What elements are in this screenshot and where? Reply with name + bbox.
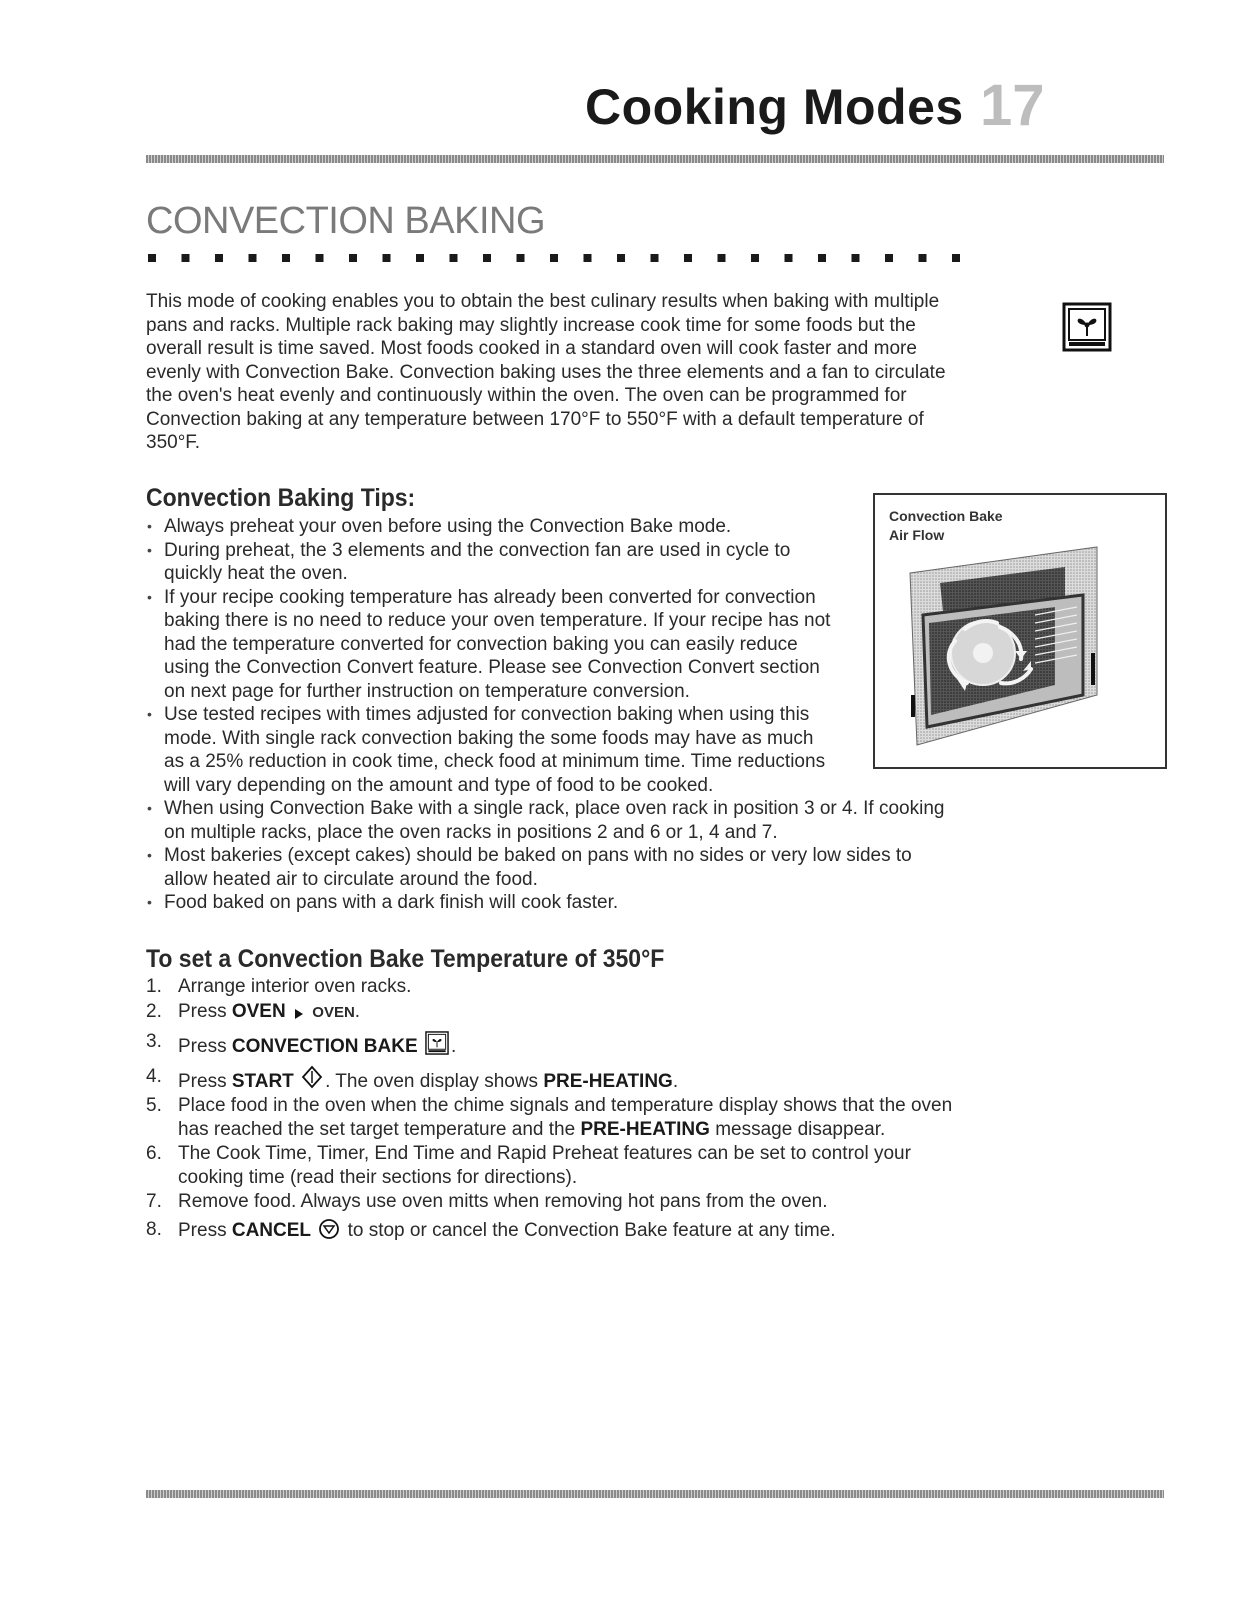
divider-square [215, 254, 223, 262]
start-diamond-icon [301, 1065, 323, 1091]
list-item: • If your recipe cooking temperature has already been converted for convection baking there is no need to reduce your oven temperature. If your recipe has not had the temperature converted for convection baking you can easily reduce using the Convection Convert feature. Please see Convection Convert section on next page for further instruction on temperature conversion. [146, 586, 836, 704]
divider-square [517, 254, 525, 262]
oven-sub-label: OVEN [312, 1003, 355, 1021]
list-item: • Always preheat your oven before using the Convection Bake mode. [146, 515, 836, 539]
divider-square [316, 254, 324, 262]
divider-square [952, 254, 960, 262]
oven-airflow-illustration [905, 545, 1105, 750]
square-divider [148, 253, 968, 265]
list-item: 1. Arrange interior oven racks. [146, 976, 412, 997]
divider-square [349, 254, 357, 262]
divider-square [885, 254, 893, 262]
list-item: 2. Press OVEN OVEN. [146, 1000, 361, 1022]
cancel-key-label: CANCEL [231, 1219, 312, 1241]
right-arrow-icon [293, 1007, 305, 1021]
footer-rule [146, 1490, 1164, 1498]
list-item: 6. The Cook Time, Timer, End Time and Rapid Preheat features can be set to control your cooking time (read their sections for directions). [146, 1143, 911, 1188]
steps-list [146, 975, 966, 1243]
divider-square [751, 254, 759, 262]
convection-bake-key-label: CONVECTION BAKE [231, 1036, 418, 1057]
list-item: • When using Convection Bake with a single rack, place oven rack in position 3 or 4. If cooking on multiple racks, place the oven racks in positions 2 and 6 or 1, 4 and 7. [146, 797, 956, 844]
list-item: 4. Press START . The oven display shows PRE-HEATING. [146, 1065, 679, 1092]
list-item: 3. Press CONVECTION BAKE . [146, 1031, 457, 1057]
divider-square [282, 254, 290, 262]
divider-square [718, 254, 726, 262]
divider-square [416, 254, 424, 262]
figure-caption: Convection Bake Air Flow [889, 508, 1003, 543]
divider-square [684, 254, 692, 262]
tips-list [146, 515, 956, 915]
divider-square [651, 254, 659, 262]
list-item: • During preheat, the 3 elements and the convection fan are used in cycle to quickly heat the oven. [146, 539, 836, 586]
list-item: 8. Press CANCEL to stop or cancel the Convection Bake feature at any time. [146, 1218, 836, 1241]
divider-square [818, 254, 826, 262]
start-key-label: START [231, 1070, 294, 1092]
divider-square [182, 254, 190, 262]
airflow-figure [873, 493, 1167, 769]
divider-square [617, 254, 625, 262]
divider-square [852, 254, 860, 262]
page-title: Cooking Modes [585, 79, 964, 135]
list-item: 7. Remove food. Always use oven mitts when removing hot pans from the oven. [146, 1191, 828, 1212]
divider-square [785, 254, 793, 262]
tips-heading: Convection Baking Tips: [146, 484, 416, 512]
header-rule [146, 155, 1164, 163]
divider-square [919, 254, 927, 262]
divider-square [483, 254, 491, 262]
convection-fan-icon [1062, 302, 1112, 352]
list-item: • Use tested recipes with times adjusted for convection baking when using this mode. With single rack convection baking the some foods may have as much as a 25% reduction in cook time, check food at minimum time. Time reductions will vary depending on the amount and type of food to be cooked. [146, 703, 836, 797]
oven-key-label: OVEN [231, 1000, 286, 1022]
list-item: 5. Place food in the oven when the chime signals and temperature display shows that the oven has reached the set target temperature and the PRE-HEATING message disappear. [146, 1095, 953, 1140]
divider-square [249, 254, 257, 262]
page-number: 17 [980, 73, 1045, 138]
section-title: CONVECTION BAKING [146, 200, 545, 242]
intro-paragraph: This mode of cooking enables you to obtain the best culinary results when baking with multiple pans and racks. Multiple rack baking may slightly increase cook time for some foods but the overall result is time saved. Most foods cooked in a standard oven will cook faster and more evenly with Convection Bake. Convection baking uses the three elements and a fan to circulate the oven's heat evenly and continuously within the oven. The oven can be programmed for Convection baking at any temperature between 170°F to 550°F with a default temperature of 350°F. [146, 291, 946, 453]
divider-square [450, 254, 458, 262]
list-item: • Food baked on pans with a dark finish will cook faster. [146, 891, 956, 915]
list-item: • Most bakeries (except cakes) should be baked on pans with no sides or very low sides to allow heated air to circulate around the food. [146, 844, 956, 891]
steps-heading: To set a Convection Bake Temperature of 350°F [146, 945, 665, 973]
divider-square [148, 254, 156, 262]
convection-fan-icon [425, 1030, 449, 1056]
cancel-circle-icon [318, 1218, 340, 1240]
divider-square [550, 254, 558, 262]
divider-square [383, 254, 391, 262]
divider-square [584, 254, 592, 262]
